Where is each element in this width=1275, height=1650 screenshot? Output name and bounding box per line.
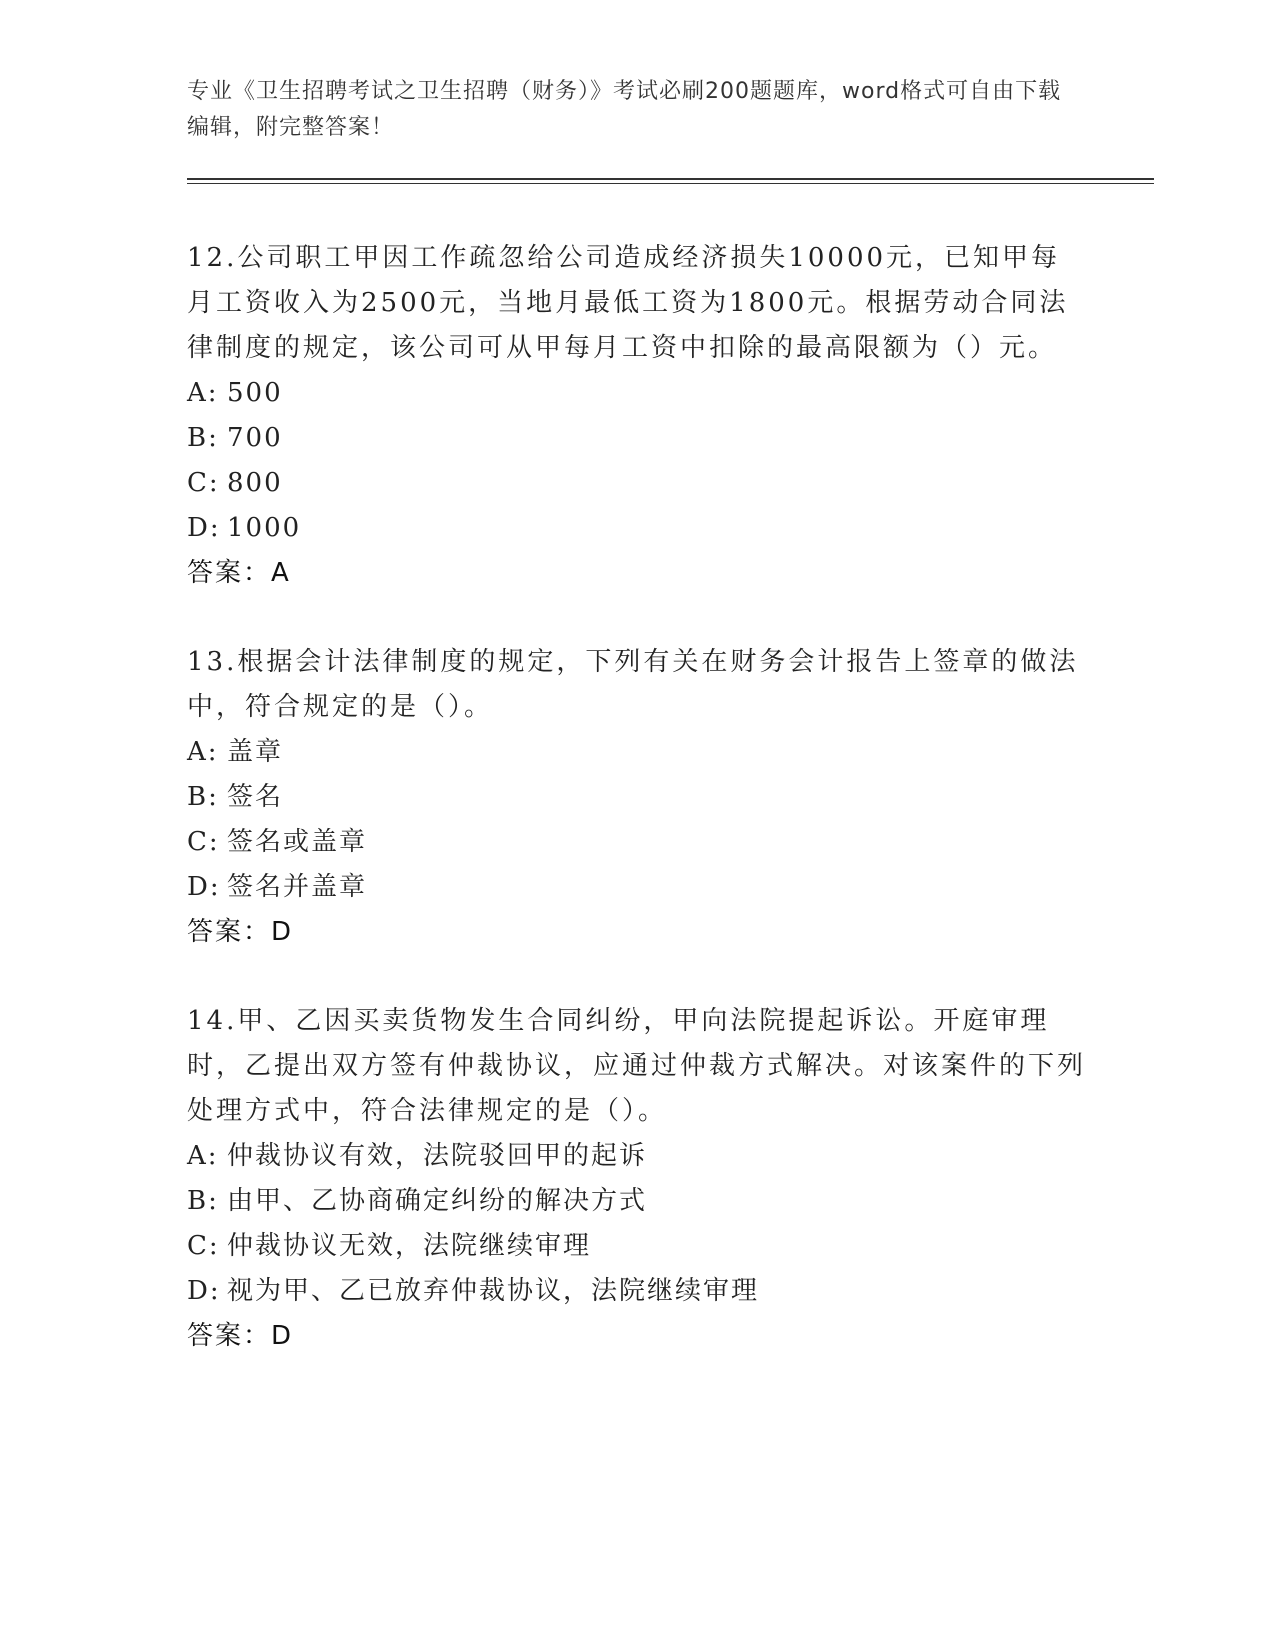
option-letter: B: [187, 423, 219, 453]
option-letter: A: [187, 378, 219, 408]
option-letter: B: [187, 782, 219, 812]
option-text: 签名或盖章 [227, 827, 368, 857]
question-13 [187, 640, 1087, 955]
option-letter: A: [187, 737, 219, 767]
option-text: 视为甲、乙已放弃仲裁协议，法院继续审理 [227, 1276, 760, 1306]
option-c [187, 820, 1087, 865]
option-text: 800 [227, 468, 283, 498]
document-header: 专业《卫生招聘考试之卫生招聘（财务）》考试必刷200题题库，word格式可自由下载编辑，附完整答案！ [187, 79, 1062, 140]
option-letter: B: [187, 1186, 219, 1216]
option-text: 签名并盖章 [227, 872, 368, 902]
option-letter: D: [187, 1276, 221, 1306]
option-c [187, 461, 1087, 506]
option-text: 签名 [227, 782, 284, 812]
header-rule-thin [187, 183, 1154, 184]
option-text: 由甲、乙协商确定纠纷的解决方式 [227, 1186, 648, 1216]
option-d [187, 865, 1087, 910]
option-text: 1000 [227, 513, 302, 543]
question-text: 12.公司职工甲因工作疏忽给公司造成经济损失10000元，已知甲每月工资收入为2500元，当地月最低工资为1800元。根据劳动合同法律制度的规定，该公司可从甲每月工资中扣除的最高限额为（）元。 [187, 243, 1069, 363]
answer-line: 答案：D [187, 917, 294, 947]
option-text: 700 [227, 423, 283, 453]
option-a [187, 1134, 1087, 1179]
question-text: 14.甲、乙因买卖货物发生合同纠纷，甲向法院提起诉讼。开庭审理时，乙提出双方签有仲裁协议，应通过仲裁方式解决。对该案件的下列处理方式中，符合法律规定的是（）。 [187, 1006, 1087, 1126]
question-12 [187, 236, 1087, 596]
option-text: 盖章 [227, 737, 284, 767]
option-letter: D: [187, 872, 221, 902]
option-d [187, 506, 1087, 551]
option-c [187, 1224, 1087, 1269]
option-letter: C: [187, 468, 220, 498]
option-b [187, 775, 1087, 820]
question-14 [187, 999, 1087, 1359]
option-b [187, 416, 1087, 461]
option-letter: A: [187, 1141, 219, 1171]
question-text: 13.根据会计法律制度的规定，下列有关在财务会计报告上签章的做法中，符合规定的是（）。 [187, 647, 1079, 722]
option-text: 仲裁协议无效，法院继续审理 [227, 1231, 592, 1261]
option-text: 500 [227, 378, 283, 408]
option-text: 仲裁协议有效，法院驳回甲的起诉 [227, 1141, 648, 1171]
answer-line: 答案：D [187, 1321, 294, 1351]
option-letter: C: [187, 1231, 220, 1261]
question-list [187, 236, 1087, 1403]
option-letter: D: [187, 513, 221, 543]
option-d [187, 1269, 1087, 1314]
option-a [187, 371, 1087, 416]
option-a [187, 730, 1087, 775]
option-b [187, 1179, 1087, 1224]
answer-line: 答案：A [187, 558, 291, 588]
option-letter: C: [187, 827, 220, 857]
header-rule-thick [187, 178, 1154, 180]
